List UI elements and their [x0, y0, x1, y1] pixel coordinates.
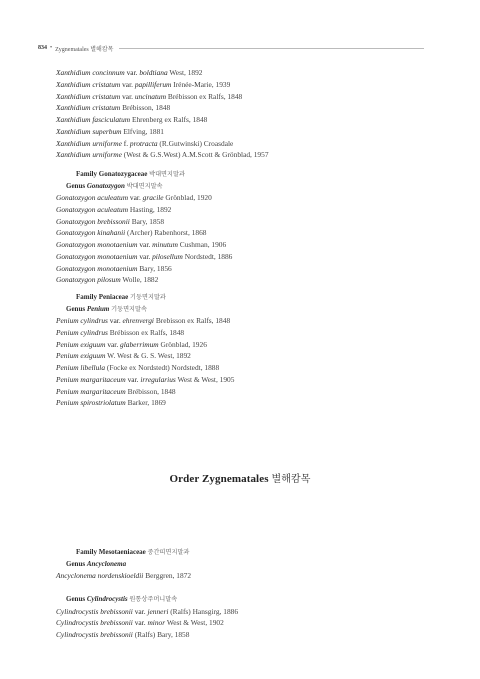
authority: Cushman, 1906	[177, 240, 227, 249]
species-entry	[56, 114, 440, 126]
species-entry	[56, 374, 440, 386]
species-name: Gonatozygon brebissonii	[56, 216, 130, 226]
species-entry	[56, 192, 440, 204]
species-name: Gonatozygon kinahanii	[56, 228, 126, 238]
species-entry	[56, 216, 440, 228]
authority: Elfving, 1881	[121, 126, 164, 136]
species-name: Gonatozygon aculeatum	[56, 193, 129, 202]
species-name: Xanthidium cristatum	[56, 91, 121, 101]
infraspecific-name: pilosellum	[152, 251, 183, 261]
species-name: Xanthidium concinnum	[56, 68, 125, 77]
species-entry	[56, 204, 440, 216]
infraspecific-name: glaberrimum	[120, 339, 159, 349]
species-name: Xanthidium fasciculatum	[56, 115, 131, 124]
genus-korean-name: 기둥면지말속	[111, 305, 147, 313]
species-entry	[56, 79, 440, 91]
authority: Hasting, 1892	[128, 204, 172, 214]
species-entry	[56, 315, 440, 327]
rank-connector: var.	[120, 79, 135, 89]
authority: West, 1892	[167, 68, 203, 77]
infraspecific-name: gracile	[142, 193, 164, 202]
species-entry	[56, 350, 440, 362]
species-entry	[56, 91, 440, 103]
species-name: Penium spirostriolatum	[56, 398, 126, 408]
genus-prefix: Genus	[66, 304, 87, 313]
family-heading	[56, 169, 440, 181]
authority: Grönblad, 1926	[158, 339, 207, 349]
species-name: Gonatozygon monotaenium	[56, 240, 138, 249]
species-entry	[56, 397, 440, 409]
species-entry	[56, 251, 440, 263]
species-name: Penium exiguum	[56, 351, 106, 361]
rank-connector: var.	[132, 618, 148, 628]
rank-connector: var.	[120, 91, 135, 101]
rank-connector: var.	[125, 374, 141, 384]
authority: (Archer) Rabenhorst, 1868	[125, 228, 207, 238]
authority: West & West, 1905	[175, 374, 235, 384]
species-name: Cylindrocystis brebissonii	[56, 606, 133, 616]
species-entry	[56, 149, 440, 161]
ancyclonema-species-list	[56, 570, 440, 582]
species-entry	[56, 327, 440, 339]
species-name: Xanthidium cristatum	[56, 79, 121, 89]
order-heading	[0, 470, 480, 485]
species-entry	[56, 67, 440, 79]
header-bullet: •	[50, 45, 53, 51]
family-name: Family Mesotaeniaceae	[76, 548, 146, 556]
species-entry	[56, 386, 440, 398]
rank-connector: f.	[121, 138, 130, 148]
header-title: Zygnematales 별해캄목	[55, 46, 114, 53]
genus-prefix: Genus	[66, 559, 87, 568]
infraspecific-name: papilliferum	[134, 79, 172, 89]
rank-connector: var.	[137, 251, 153, 261]
authority: (Ralfs) Bary, 1858	[132, 630, 190, 639]
species-name: Penium libellula	[56, 363, 106, 372]
authority: Nordstedt, 1886	[182, 251, 233, 261]
genus-korean-name: 원통상주머니말속	[129, 596, 178, 603]
authority: Wolle, 1882	[120, 275, 159, 285]
xanthidium-list	[56, 67, 440, 161]
infraspecific-name: ehrenvergi	[122, 316, 154, 325]
rank-connector: var.	[107, 316, 123, 325]
species-entry	[56, 227, 440, 239]
species-name: Xanthidium superbum	[56, 126, 122, 136]
genus-heading	[56, 559, 440, 571]
species-entry	[56, 629, 440, 641]
species-name: Gonatozygon monotaenium	[56, 263, 138, 273]
running-header	[38, 43, 424, 53]
authority: Brebisson ex Ralfs, 1848	[153, 316, 231, 325]
authority: Brébisson ex Ralfs, 1848	[107, 327, 185, 337]
species-name: Penium cylindrus	[56, 327, 108, 337]
family-name: Family Peniaceae	[76, 293, 129, 301]
genus-heading	[56, 304, 440, 316]
species-entry	[56, 263, 440, 275]
species-entry	[56, 138, 440, 150]
authority: Brébisson ex Ralfs, 1848	[166, 91, 243, 101]
genus-name: Ancyclonema	[86, 559, 127, 568]
species-name: Gonatozygon pilosum	[56, 275, 121, 285]
species-name: Xanthidium urniforme	[56, 138, 122, 148]
rank-connector: var.	[137, 240, 153, 249]
species-entry	[56, 606, 440, 618]
infraspecific-name: minor	[147, 618, 166, 628]
rank-connector: var.	[124, 68, 140, 77]
species-name: Gonatozygon aculeatum	[56, 204, 129, 214]
genus-heading	[56, 594, 440, 606]
rank-connector: var.	[128, 193, 143, 202]
infraspecific-name: boldtiana	[139, 68, 168, 77]
authority: Berggren, 1872	[143, 571, 192, 580]
genus-name: Cylindrocystis	[86, 595, 128, 603]
genus-korean-name: 박대면지말속	[126, 182, 163, 190]
species-name: Xanthidium cristatum	[56, 103, 121, 113]
family-heading	[56, 547, 440, 559]
order-korean-name: 별해캄목	[271, 474, 311, 485]
authority: (R.Gutwinski) Croasdale	[157, 138, 234, 148]
infraspecific-name: protracta	[129, 138, 158, 148]
authority: (Focke ex Nordstedt) Nordstedt, 1888	[105, 363, 220, 372]
gonatozygaceae-section	[56, 169, 440, 286]
species-entry	[56, 274, 440, 286]
page-number: 834	[38, 45, 47, 51]
authority: Bary, 1856	[137, 263, 172, 273]
family-korean-name: 기둥면지말과	[130, 294, 166, 301]
species-name: Penium margaritaceum	[56, 386, 126, 396]
header-rule	[119, 48, 424, 49]
species-entry	[56, 126, 440, 138]
genus-name: Gonatozygon	[86, 181, 125, 190]
authority: (West & G.S.West) A.M.Scott & Grönblad, 1957	[121, 150, 269, 160]
species-name: Gonatozygon monotaenium	[56, 251, 138, 261]
rank-connector: var.	[132, 606, 148, 616]
authority: Grönblad, 1920	[163, 193, 212, 202]
genus-prefix: Genus	[66, 595, 87, 603]
species-entry	[56, 362, 440, 374]
mesotaeniaceae-section	[56, 547, 440, 582]
cylindrocystis-species-list	[56, 606, 440, 641]
family-korean-name: 박대면지말과	[149, 171, 185, 178]
species-name: Xanthidium urniforme	[56, 150, 122, 160]
species-name: Penium margaritaceum	[56, 374, 126, 384]
family-korean-name: 중간띠면지말과	[147, 549, 190, 556]
genus-name: Penium	[86, 304, 110, 313]
authority: Barker, 1869	[125, 398, 166, 408]
family-name: Family Gonatozygaceae	[76, 170, 148, 178]
species-name: Penium exiguum	[56, 339, 106, 349]
authority: Brébisson, 1848	[125, 386, 176, 396]
family-heading	[56, 292, 440, 304]
authority: Irénée-Marie, 1939	[171, 79, 231, 89]
authority: West & West, 1902	[165, 618, 224, 628]
genus-heading	[56, 181, 440, 193]
species-name: Penium cylindrus	[56, 316, 108, 325]
gonatozygon-species-list	[56, 192, 440, 286]
species-entry	[56, 617, 440, 629]
species-name: Ancyclonema nordenskioeldii	[56, 571, 144, 580]
species-entry	[56, 339, 440, 351]
penium-species-list	[56, 315, 440, 409]
species-entry	[56, 239, 440, 251]
genus-prefix: Genus	[66, 181, 87, 190]
infraspecific-name: minutum	[152, 240, 178, 249]
species-name: Cylindrocystis brebissonii	[56, 630, 133, 639]
rank-connector: var.	[105, 339, 121, 349]
authority: Ehrenberg ex Ralfs, 1848	[130, 115, 208, 124]
infraspecific-name: irregularius	[140, 374, 176, 384]
peniaceae-section	[56, 292, 440, 409]
species-name: Cylindrocystis brebissonii	[56, 618, 133, 628]
authority: Bary, 1858	[129, 216, 165, 226]
authority: W. West & G. S. West, 1892	[105, 351, 191, 361]
species-entry	[56, 102, 440, 114]
infraspecific-name: jenneri	[147, 606, 169, 616]
authority: Brébisson, 1848	[120, 103, 171, 113]
infraspecific-name: uncinatum	[134, 91, 167, 101]
order-name: Order Zygnematales	[169, 473, 269, 485]
cylindrocystis-section	[56, 594, 440, 641]
species-entry	[56, 570, 440, 582]
authority: (Ralfs) Hansgirg, 1886	[168, 606, 239, 616]
